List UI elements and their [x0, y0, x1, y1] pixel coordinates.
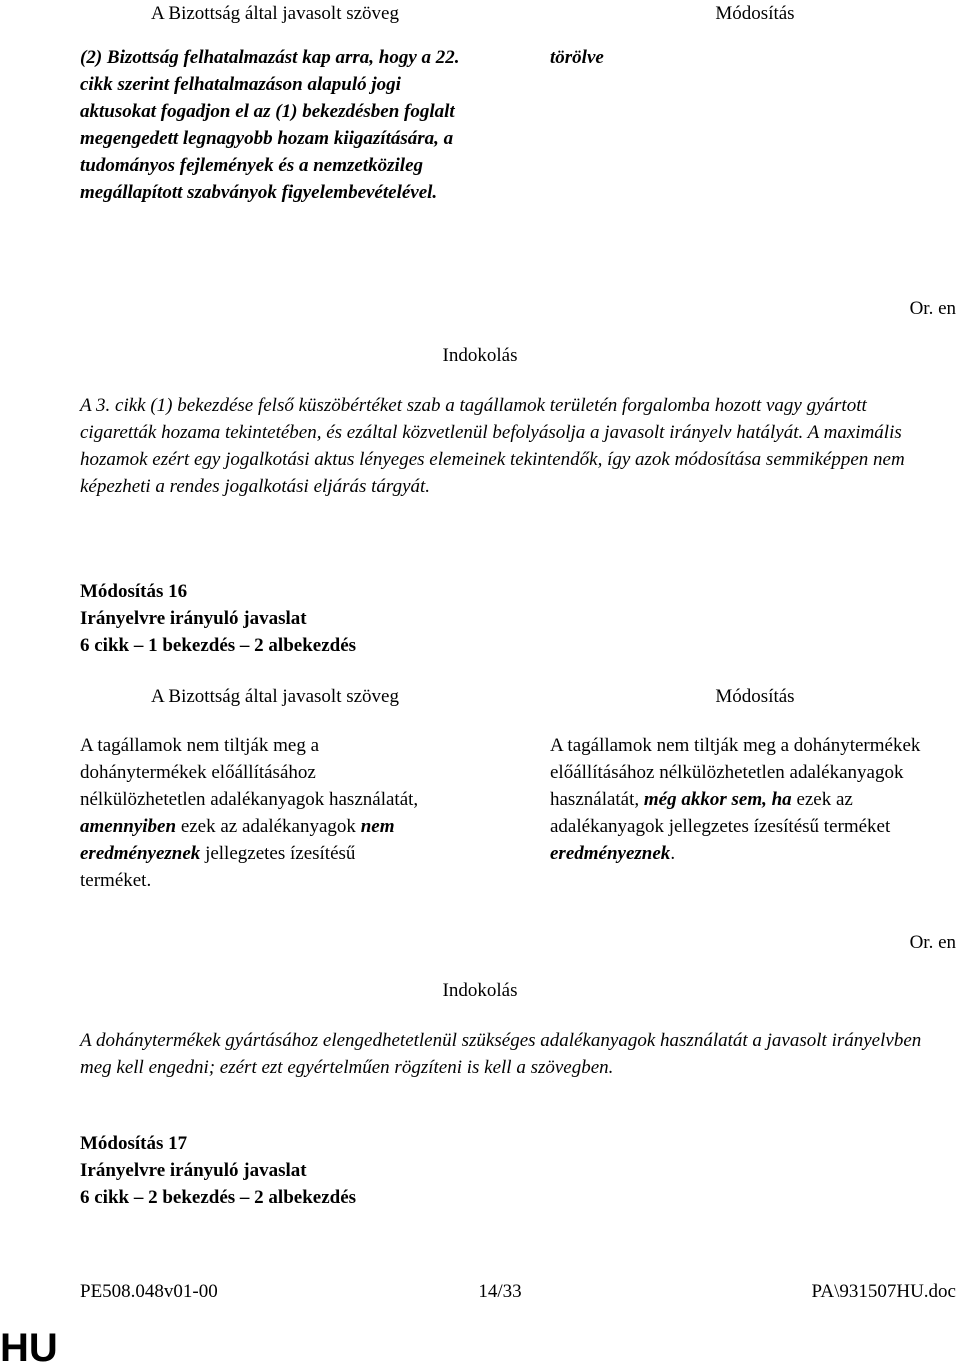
amendment-subject: Irányelvre irányuló javaslat	[80, 608, 307, 629]
text-run-bold-italic: nem eredményeznek	[80, 816, 395, 864]
justification-title: Indokolás	[442, 345, 518, 366]
column-header-amendment: Módosítás	[715, 3, 795, 24]
column-header-amendment: Módosítás	[715, 686, 795, 707]
footer-page-number: 14/33	[478, 1281, 522, 1302]
text-run: ezek az adalékanyagok jellegzetes ízesítésű terméket	[550, 789, 891, 837]
text-run-bold-italic: még akkor sem, ha	[643, 789, 792, 810]
amendment-subject: Irányelvre irányuló javaslat	[80, 1160, 307, 1181]
footer-language-code: HU	[0, 1326, 58, 1370]
column-header-commission-text: A Bizottság által javasolt szöveg	[150, 3, 399, 24]
text-run: A tagállamok nem tiltják meg a dohánytermékek előállításához nélkülözhetetlen adalékanyagok használatát,	[80, 735, 419, 810]
footer-file-name: PA\931507HU.doc	[811, 1281, 956, 1302]
text-run: jellegzetes ízesítésű terméket.	[80, 843, 356, 891]
footer-document-code: PE508.048v01-00	[80, 1281, 218, 1302]
amendment-number: Módosítás 17	[80, 1133, 188, 1154]
text-run: ezek az adalékanyagok	[176, 816, 361, 837]
justification-text: A 3. cikk (1) bekezdése felső küszöbértéket szab a tagállamok területén forgalomba hozott vagy gyártott cigaretták hozama tekintetében, és ezáltal közvetlenül befolyásolja a javasolt irányelv hatályát. A maximális hozamok ezért egy jogalkotási aktus lényeges elemeinek tekintendők, így azok módosítása semmiképpen nem képezheti a rendes jogalkotási eljárás tárgyát.	[80, 395, 905, 497]
text-run: .	[670, 843, 676, 864]
text-run: A tagállamok nem tiltják meg a dohánytermékek előállításához nélkülözhetetlen adalékanyagok használatát,	[550, 735, 921, 810]
commission-text-paragraph	[80, 732, 420, 894]
original-language-label: Or. en	[909, 298, 956, 319]
justification-title: Indokolás	[442, 980, 518, 1001]
amendment-text-paragraph	[550, 732, 935, 867]
text-run-bold-italic: amennyiben	[80, 816, 177, 837]
amendment-text-deleted: törölve	[550, 47, 604, 68]
justification-text: A dohánytermékek gyártásához elengedhetetlenül szükséges adalékanyagok használatát a javasolt irányelvben meg kell engedni; ezért ezt egyértelműen rögzíteni is kell a szövegben.	[80, 1030, 922, 1078]
amendment-number: Módosítás 16	[80, 581, 188, 602]
amendment-reference: 6 cikk – 1 bekezdés – 2 albekezdés	[80, 635, 357, 656]
column-header-commission-text: A Bizottság által javasolt szöveg	[150, 686, 399, 707]
commission-text-paragraph: (2) Bizottság felhatalmazást kap arra, hogy a 22. cikk szerint felhatalmazáson alapuló jogi aktusokat fogadjon el az (1) bekezdésben foglalt megengedett legnagyobb hozam kiigazítására, a tudományos fejlemények és a nemzetközileg megállapított szabványok figyelembevételével.	[80, 47, 460, 203]
original-language-label: Or. en	[909, 932, 956, 953]
amendment-reference: 6 cikk – 2 bekezdés – 2 albekezdés	[80, 1187, 357, 1208]
text-run-bold-italic: eredményeznek	[550, 843, 671, 864]
